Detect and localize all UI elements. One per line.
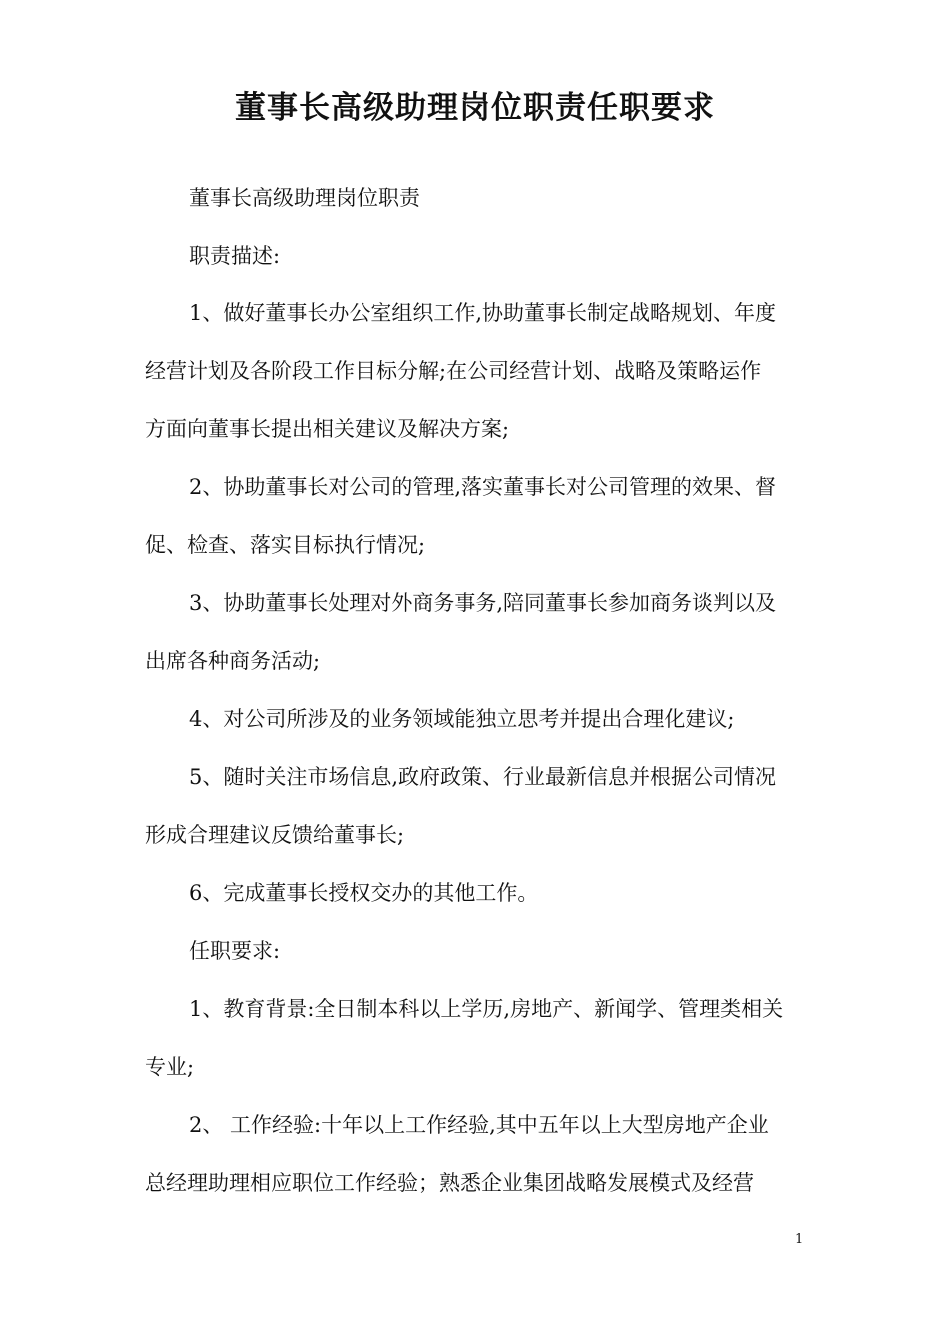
paragraph-line: 1、做好董事长办公室组织工作,协助董事长制定战略规划、年度 [189, 301, 777, 325]
paragraph-line: 3、协助董事长处理对外商务事务,陪同董事长参加商务谈判以及 [189, 591, 777, 615]
paragraph-line: 5、随时关注市场信息,政府政策、行业最新信息并根据公司情况 [189, 765, 777, 789]
paragraph-line: 方面向董事长提出相关建议及解决方案; [145, 417, 510, 441]
paragraph-line: 2、 工作经验:十年以上工作经验,其中五年以上大型房地产企业 [189, 1113, 769, 1137]
paragraph-line: 总经理助理相应职位工作经验；熟悉企业集团战略发展模式及经营 [145, 1171, 754, 1195]
document-title: 董事长高级助理岗位职责任职要求 [235, 90, 715, 126]
paragraph-line: 2、协助董事长对公司的管理,落实董事长对公司管理的效果、督 [189, 475, 777, 499]
paragraph-line: 4、对公司所涉及的业务领域能独立思考并提出合理化建议; [189, 707, 735, 731]
paragraph-line: 形成合理建议反馈给董事长; [145, 823, 405, 847]
paragraph-line: 出席各种商务活动; [145, 649, 321, 673]
paragraph-line: 6、完成董事长授权交办的其他工作。 [189, 881, 539, 905]
paragraph-line: 经营计划及各阶段工作目标分解;在公司经营计划、战略及策略运作 [145, 359, 762, 383]
paragraph-line: 促、检查、落实目标执行情况; [145, 533, 426, 557]
paragraph-line: 董事长高级助理岗位职责 [189, 186, 420, 210]
paragraph-line: 任职要求: [189, 939, 281, 963]
page-number: 1 [795, 1232, 804, 1247]
paragraph-line: 专业; [145, 1055, 195, 1079]
paragraph-line: 职责描述: [189, 244, 281, 268]
paragraph-line: 1、教育背景:全日制本科以上学历,房地产、新闻学、管理类相关 [189, 997, 784, 1021]
